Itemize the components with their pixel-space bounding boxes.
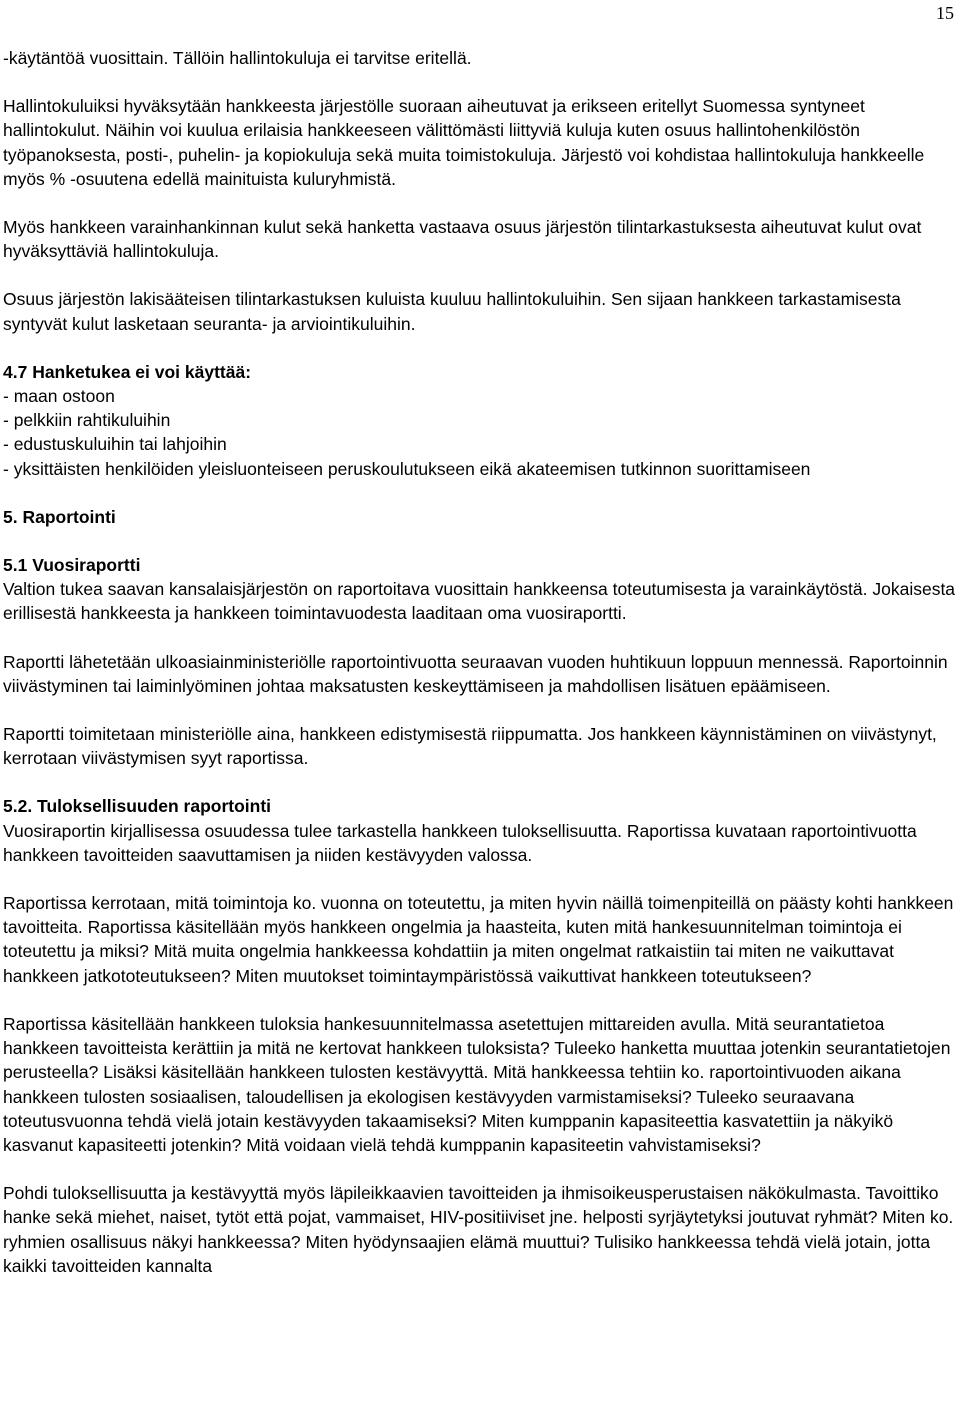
section-4-7 [3,360,957,481]
section-heading-5-1: 5.1 Vuosiraportti [3,555,141,576]
paragraph-report-delivery: Raportti toimitetaan ministeriölle aina, hankkeen edistymisestä riippumatta. Jos hankkeen käynnistäminen on viivästynyt, kerrotaan viivästymisen syyt raportissa. [3,724,937,769]
list-item: - yksittäisten henkilöiden yleisluonteiseen peruskoulutukseen eikä akateemisen tutkinnon suorittamiseen [3,458,811,479]
section-heading-4-7: 4.7 Hanketukea ei voi käyttää: [3,361,252,382]
section-heading-5: 5. Raportointi [3,506,116,527]
document-body [3,46,957,1278]
list-item: - edustuskuluihin tai lahjoihin [3,434,227,455]
paragraph-report-deadline: Raportti lähetetään ulkoasiainministeriölle raportointivuotta seuraavan vuoden huhtikuun loppuun mennessä. Raportoinnin viivästyminen tai laiminlyöminen johtaa maksatusten keskeyttämiseen ja mahdollisen lisätuen epäämiseen. [3,651,948,696]
paragraph-audit-costs: Osuus järjestön lakisääteisen tilintarkastuksen kuluista kuuluu hallintokuluihin. Sen sijaan hankkeen tarkastamisesta syntyvät kulut lasketaan seuranta- ja arviointikuluihin. [3,289,901,334]
paragraph-admin-practice: -käytäntöä vuosittain. Tällöin hallintokuluja ei tarvitse eritellä. [3,48,472,68]
page-number: 15 [936,3,954,23]
paragraph-annual-report: Valtion tukea saavan kansalaisjärjestön on raportoitava vuosittain hankkeensa toteutumisesta ja varainkäytöstä. Jokaisesta erillisestä hankkeesta ja hankkeen toimintavuodesta laaditaan oma vuosiraportti. [3,579,956,624]
section-5 [3,505,957,529]
section-5-2 [3,794,957,867]
paragraph-fundraising-costs: Myös hankkeen varainhankinnan kulut sekä hanketta vastaava osuus järjestön tilintarkastuksesta aiheutuvat kulut ovat hyväksyttäviä hallintokuluja. [3,217,922,262]
paragraph-results-review: Vuosiraportin kirjallisessa osuudessa tulee tarkastella hankkeen tuloksellisuutta. Raportissa kuvataan raportointivuotta hankkeen tavoitteiden saavuttamisen ja niiden kestävyyden valossa. [3,820,917,865]
list-item: - maan ostoon [3,386,115,407]
section-heading-5-2: 5.2. Tuloksellisuuden raportointi [3,796,272,817]
list-item: - pelkkiin rahtikuluihin [3,410,171,431]
paragraph-activities: Raportissa kerrotaan, mitä toimintoja ko. vuonna on toteutettu, ja miten hyvin näillä toimenpiteillä on päästy kohti hankkeen tavoitteita. Raportissa käsitellään myös hankkeen ongelmia ja haasteita, kuten mitä hankesuunnitelman toimintoja ei toteutettu ja miksi? Mitä muita ongelmia hankkeessa kohdattiin ja miten ongelmat ratkaistiin tai miten ne vaikuttavat hankkeen jatkototeutukseen? Miten muutokset toimintaympäristössä vaikuttivat hankkeen toteutukseen? [3,893,954,986]
section-5-1 [3,553,957,626]
paragraph-cross-cutting: Pohdi tuloksellisuutta ja kestävyyttä myös läpileikkaavien tavoitteiden ja ihmisoikeusperustaisen näkökulmasta. Tavoittiko hanke sekä miehet, naiset, tytöt että pojat, vammaiset, HIV-positiiviset jne. helposti syrjäytetyksi joutuvat ryhmät? Miten ko. ryhmien osallisuus näkyi hankkeessa? Miten hyödynsaajien elämä muuttui? Tulisiko hankkeessa tehdä vielä jotain, jotta kaikki tavoitteiden kannalta [3,1183,954,1276]
paragraph-indicators: Raportissa käsitellään hankkeen tuloksia hankesuunnitelmassa asetettujen mittareiden avulla. Mitä seurantatietoa hankkeen tavoitteista kerättiin ja mitä ne kertovat hankkeen tuloksista? Tuleeko hanketta muuttaa jotenkin seurantatietojen perusteella? Lisäksi käsitellään hankkeen tulosten kestävyyttä. Mitä hankkeessa tehtiin ko. raportointivuoden aikana hankkeen tulosten sosiaalisen, taloudellisen ja ekologisen kestävyyden varmistamiseksi? Tuleeko seuraavana toteutusvuonna tehdä vielä jotain kestävyyden takaamiseksi? Miten kumppanin kapasiteettia kasvatettiin ja näkyikö kasvanut kapasiteetti jotenkin? Mitä voidaan vielä tehdä kumppanin kapasiteetin vahvistamiseksi? [3,1013,951,1155]
paragraph-admin-costs: Hallintokuluiksi hyväksytään hankkeesta järjestölle suoraan aiheutuvat ja erikseen eritellyt Suomessa syntyneet hallintokulut. Näihin voi kuulua erilaisia hankkeeseen välittömästi liittyviä kuluja kuten osuus hallintohenkilöstön työpanoksesta, posti-, puhelin- ja kopiokuluja sekä muita toimistokuluja. Järjestö voi kohdistaa hallintokuluja hankkeelle myös % -osuutena edellä mainituista kuluryhmistä. [3,96,925,189]
